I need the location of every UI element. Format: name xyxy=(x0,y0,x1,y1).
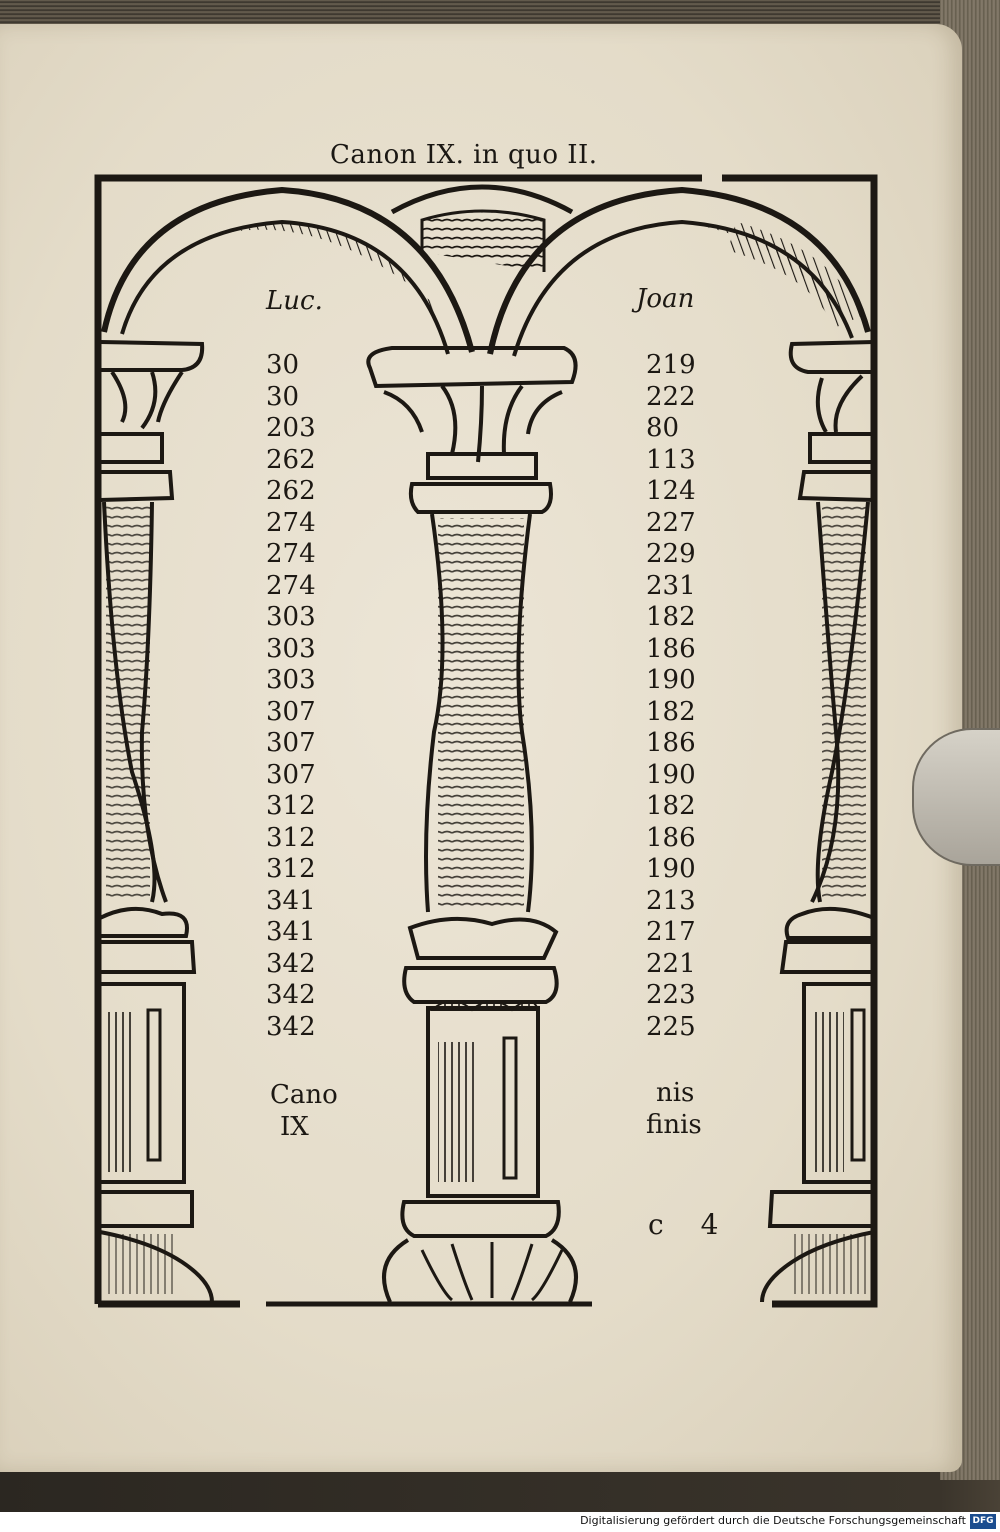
closing-right-line2: finis xyxy=(646,1110,702,1140)
left-number: 274 xyxy=(266,570,316,601)
right-number: 227 xyxy=(646,507,696,538)
right-number: 213 xyxy=(646,885,696,916)
left-number: 303 xyxy=(266,602,316,632)
left-number: 303 xyxy=(266,665,316,695)
left-number: 312 xyxy=(266,791,316,821)
left-number-column xyxy=(266,350,316,1043)
right-number: 182 xyxy=(646,696,696,727)
right-number: 231 xyxy=(646,570,696,601)
right-number: 217 xyxy=(646,917,696,947)
right-number: 190 xyxy=(646,759,696,790)
right-number: 124 xyxy=(646,476,696,506)
right-number: 222 xyxy=(646,381,696,412)
left-number: 342 xyxy=(266,980,316,1010)
right-number: 190 xyxy=(646,665,696,695)
left-number: 274 xyxy=(266,507,316,538)
left-number: 342 xyxy=(266,1011,316,1042)
right-number: 229 xyxy=(646,539,696,569)
left-number: 274 xyxy=(266,539,316,569)
right-column-heading: Joan xyxy=(636,284,695,314)
right-number: 182 xyxy=(646,791,696,821)
right-number: 219 xyxy=(646,350,696,380)
left-number: 203 xyxy=(266,413,316,443)
closing-right-line1: nis xyxy=(656,1078,695,1108)
dfg-logo-icon: DFG xyxy=(970,1514,996,1529)
left-column-heading: Luc. xyxy=(266,286,323,316)
right-number: 221 xyxy=(646,948,696,979)
left-number: 262 xyxy=(266,476,316,506)
book-top-edge xyxy=(0,0,1000,26)
left-number: 262 xyxy=(266,444,316,475)
right-number: 186 xyxy=(646,822,696,853)
arcade-woodcut-frame xyxy=(92,172,880,1314)
closing-left-line2: IX xyxy=(280,1112,309,1142)
right-number: 190 xyxy=(646,854,696,884)
right-number: 223 xyxy=(646,980,696,1010)
right-number: 225 xyxy=(646,1011,696,1042)
left-number: 303 xyxy=(266,633,316,664)
right-number-column xyxy=(646,350,696,1043)
left-number: 307 xyxy=(266,696,316,727)
funding-credit: Digitalisierung gefördert durch die Deutsche Forschungsgemeinschaft xyxy=(580,1514,966,1527)
left-number: 341 xyxy=(266,917,316,947)
left-number: 30 xyxy=(266,381,300,412)
running-head: Canon IX. in quo II. xyxy=(330,140,598,170)
left-number: 30 xyxy=(266,350,300,380)
right-number: 80 xyxy=(646,413,680,443)
left-number: 312 xyxy=(266,822,316,853)
left-number: 342 xyxy=(266,948,316,979)
closing-left-line1: Cano xyxy=(270,1080,338,1110)
right-number: 186 xyxy=(646,728,696,758)
right-number: 182 xyxy=(646,602,696,632)
signature-mark: c 4 xyxy=(648,1208,733,1241)
left-number: 312 xyxy=(266,854,316,884)
right-number: 113 xyxy=(646,444,696,475)
left-number: 341 xyxy=(266,885,316,916)
left-number: 307 xyxy=(266,728,316,758)
left-number: 307 xyxy=(266,759,316,790)
right-number: 186 xyxy=(646,633,696,664)
